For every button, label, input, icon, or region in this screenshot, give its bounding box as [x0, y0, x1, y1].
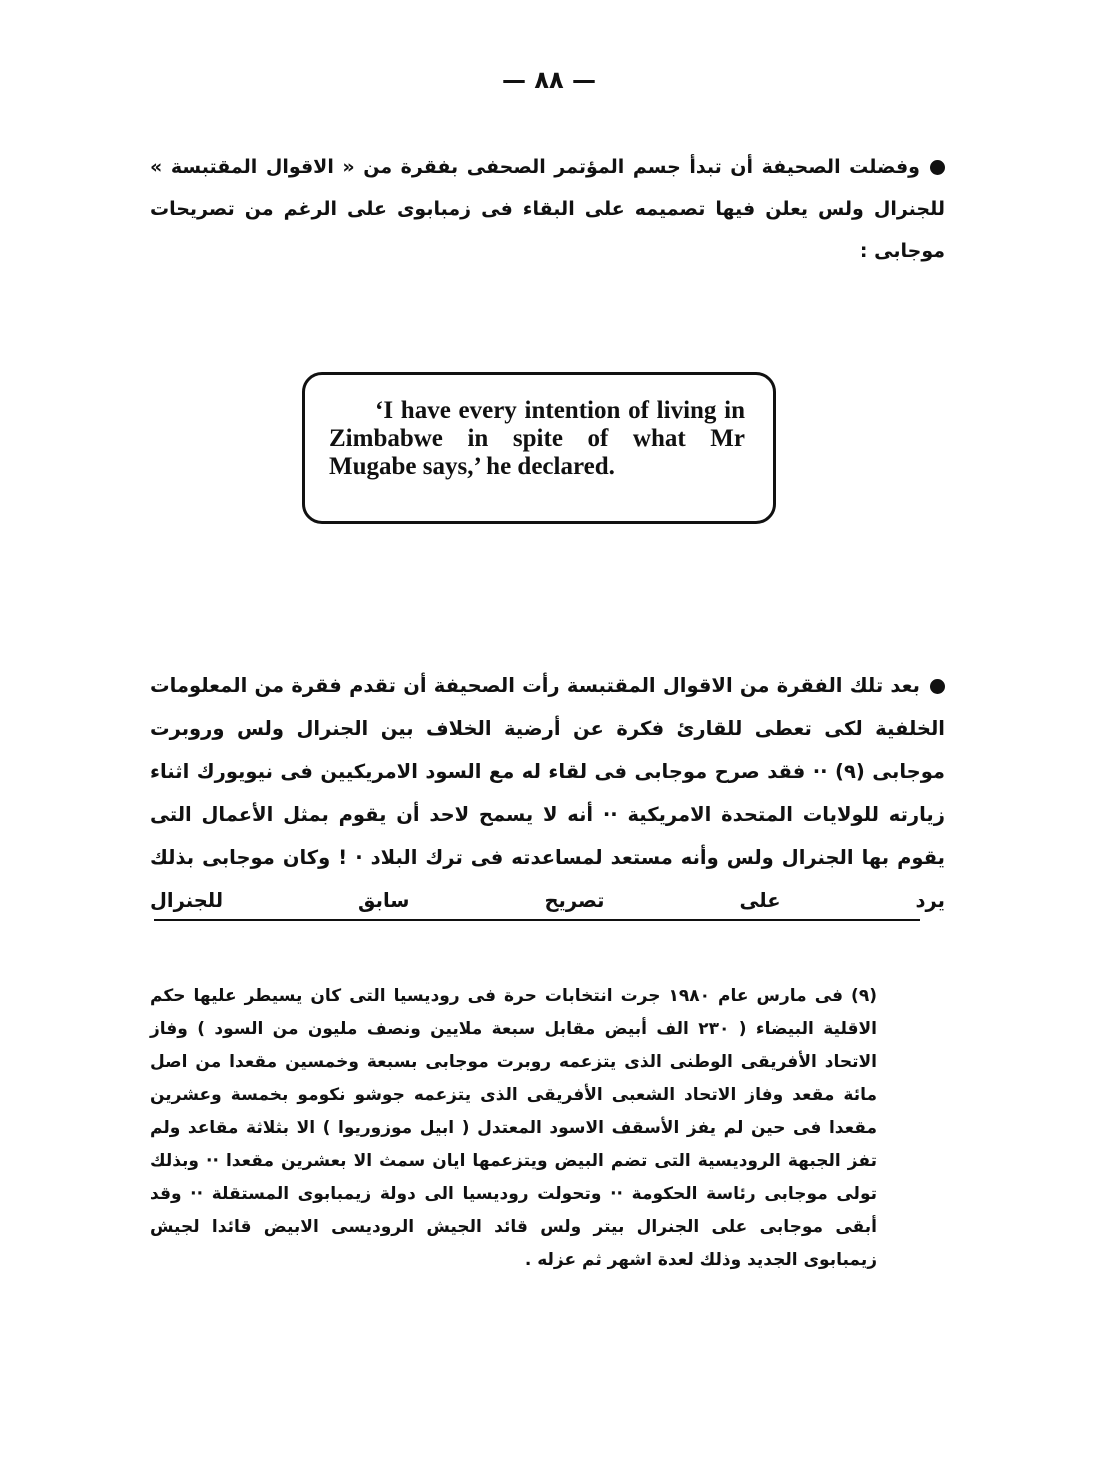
- paragraph-intro: [150, 146, 945, 272]
- bullet-icon: [930, 679, 945, 694]
- paragraph-background-text: بعد تلك الفقرة من الاقوال المقتبسة رأت الصحيفة أن تقدم فقرة من المعلومات الخلفية لكى تعطى للقارئ فكرة عن أرضية الخلاف بين الجنرال ولس وروبرت موجابى (٩) ·· فقد صرح موجابى فى لقاء له مع السود الامريكيين فى نيويورك اثناء زيارته للولايات المتحدة الامريكية ·· أنه لا يسمح لاحد أن يقوم بمثل الأعمال التى يقوم بها الجنرال ولس وأنه مستعد لمساعدته فى ترك البلاد · ! وكان موجابى بذلك يرد على تصريح سابق للجنرال: [150, 674, 945, 912]
- bullet-icon: [930, 160, 945, 175]
- quote-box: [302, 372, 776, 524]
- quote-text: ‘I have every intention of living in Zimbabwe in spite of what Mr Mugabe says,’ he declared.: [329, 397, 745, 480]
- page-number: — ٨٨ —: [501, 66, 596, 94]
- paragraph-background: [150, 664, 945, 922]
- paragraph-intro-text: وفضلت الصحيفة أن تبدأ جسم المؤتمر الصحفى بفقرة من « الاقوال المقتبسة » للجنرال ولس يعلن فيها تصميمه على البقاء فى زمبابوى على الرغم من تصريحات موجابى :: [150, 156, 945, 262]
- footnote: (٩) فى مارس عام ١٩٨٠ جرت انتخابات حرة فى روديسيا التى كان يسيطر عليها حكم الاقلية البيضاء ( ٢٣٠ الف أبيض مقابل سبعة ملايين ونصف مليون من السود ) وفاز الاتحاد الأفريقى الوطنى الذى يتزعمه روبرت موجابى بسبعة وخمسين مقعدا من اصل مائة مقعد وفاز الاتحاد الشعبى الأفريقى الذى يتزعمه جوشو نكومو بخمسة وعشرين مقعدا فى حين لم يفز الأسقف الاسود المعتدل ( ابيل موزوريوا ) الا بثلاثة مقاعد ولم تفز الجبهة الروديسية التى تضم البيض ويتزعمها ايان سمث الا بعشرين مقعدا ·· وبذلك تولى موجابى رئاسة الحكومة ·· وتحولت روديسيا الى دولة زيمبابوى المستقلة ·· وقد أبقى موجابى على الجنرال بيتر ولس قائد الجيش الروديسى الابيض قائدا لجيش زيمبابوى الجديد وذلك لعدة اشهر ثم عزله .: [150, 986, 878, 1270]
- footnote-divider: [154, 919, 920, 921]
